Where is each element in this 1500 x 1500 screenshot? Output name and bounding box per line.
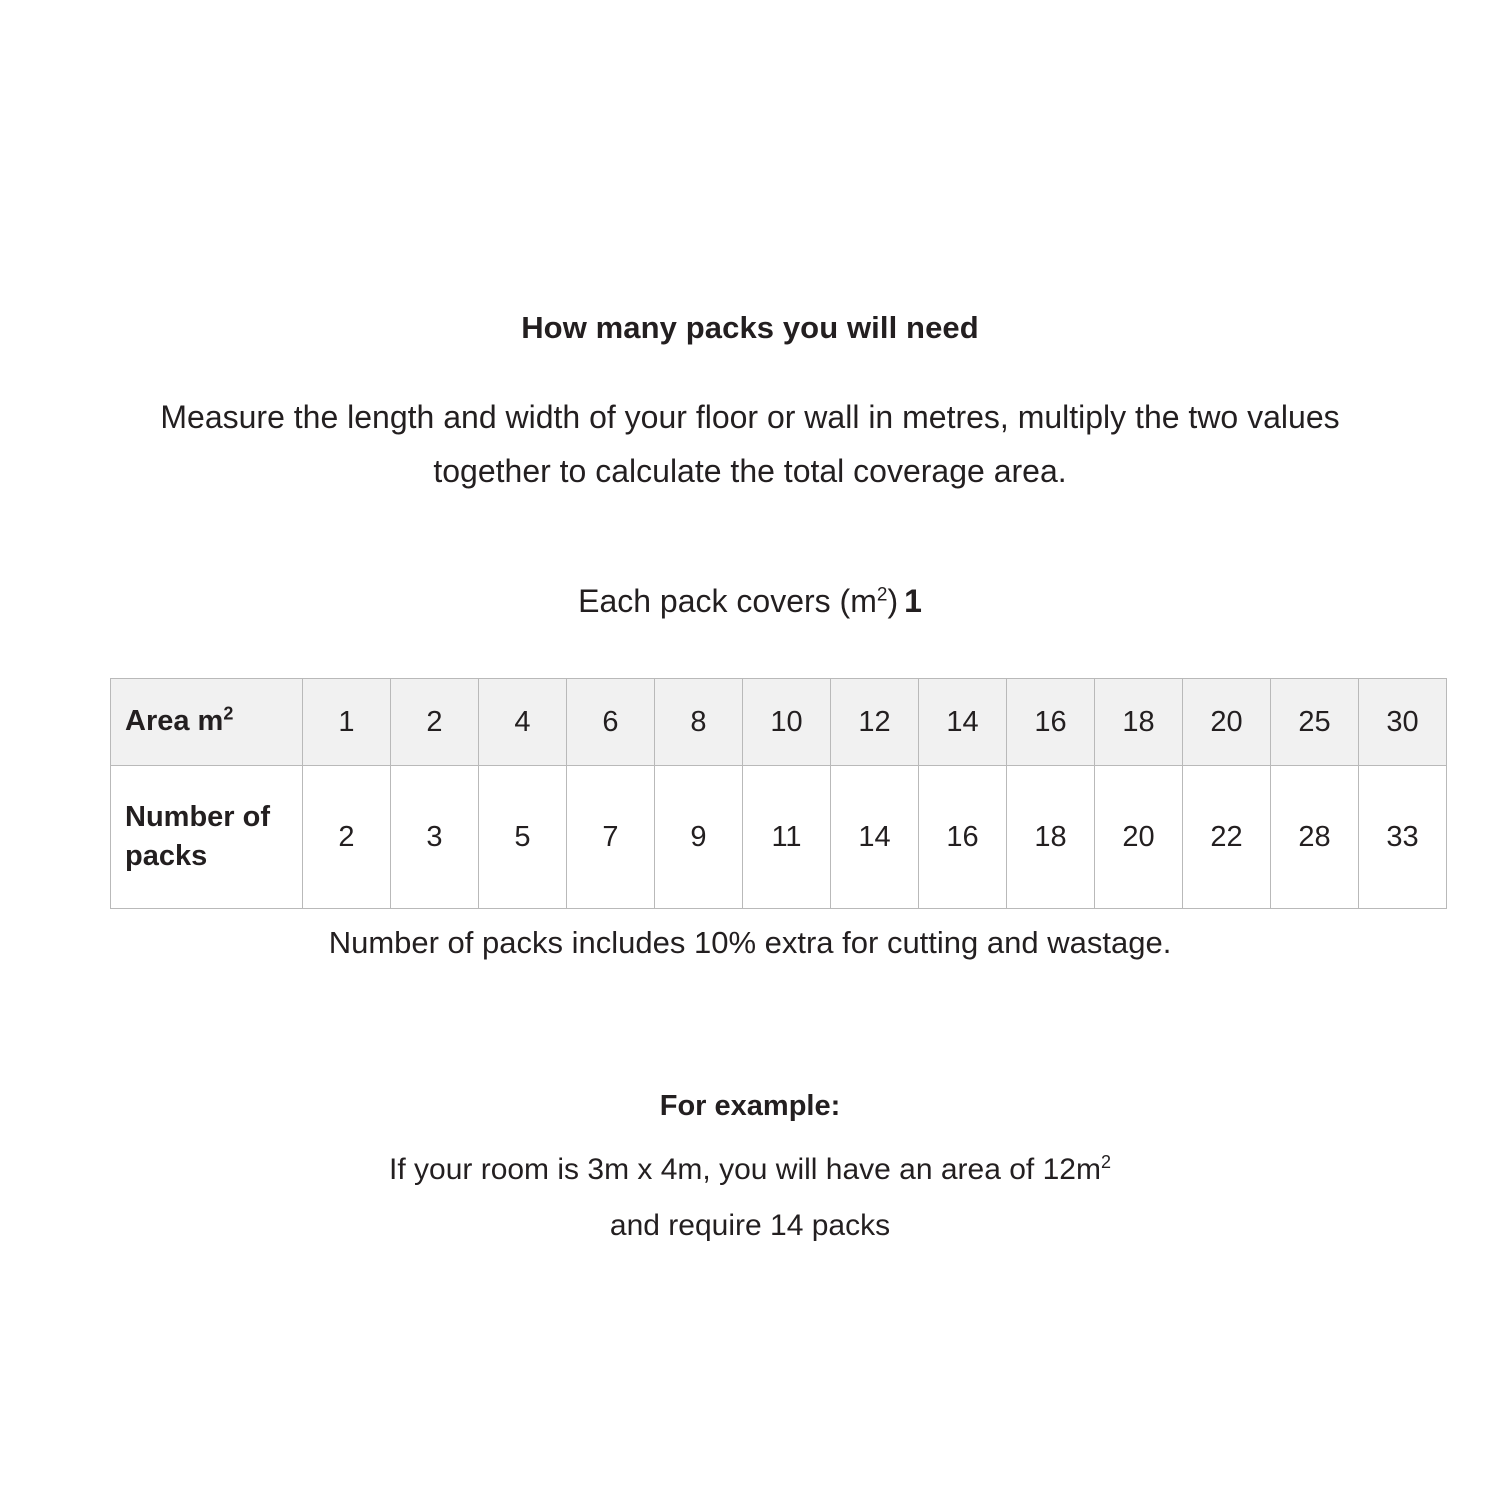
row-header-area: [111, 679, 303, 766]
coverage-label-superscript: 2: [876, 584, 888, 606]
area-cell: 20: [1183, 679, 1271, 766]
table-row-area: [111, 679, 1447, 766]
area-cell: 16: [1007, 679, 1095, 766]
example-line-1-superscript: 2: [1100, 1152, 1111, 1172]
packs-cell: 28: [1271, 766, 1359, 909]
packs-cell: 5: [479, 766, 567, 909]
packs-cell: 2: [303, 766, 391, 909]
packs-cell: 14: [831, 766, 919, 909]
packs-cell: 22: [1183, 766, 1271, 909]
packs-cell: 20: [1095, 766, 1183, 909]
coverage-value: 1: [904, 583, 922, 619]
area-cell: 8: [655, 679, 743, 766]
page-title: How many packs you will need: [521, 310, 979, 345]
packs-cell: 11: [743, 766, 831, 909]
example-text: [0, 1142, 1500, 1253]
area-cell: 2: [391, 679, 479, 766]
area-cell: 6: [567, 679, 655, 766]
row-header-packs: Number of packs: [111, 766, 303, 909]
packs-cell: 16: [919, 766, 1007, 909]
area-cell: 14: [919, 679, 1007, 766]
intro-paragraph: Measure the length and width of your floor or wall in metres, multiply the two values together to calculate the total coverage area.: [160, 399, 1340, 490]
packs-cell: 7: [567, 766, 655, 909]
example-line-2: and require 14 packs: [609, 1208, 891, 1242]
wastage-note: Number of packs includes 10% extra for cutting and wastage.: [328, 925, 1172, 960]
area-cell: 30: [1359, 679, 1447, 766]
packs-cell: 18: [1007, 766, 1095, 909]
area-cell: 1: [303, 679, 391, 766]
coverage-label-prefix: Each pack covers (m: [578, 583, 877, 619]
packs-table: [110, 678, 1447, 909]
example-line-1: If your room is 3m x 4m, you will have an area of 12m: [389, 1153, 1101, 1186]
coverage-label-suffix: ): [887, 583, 899, 619]
packs-cell: 9: [655, 766, 743, 909]
row-header-area-superscript: 2: [223, 703, 234, 724]
row-header-area-text: Area m: [125, 705, 224, 738]
coverage-line: [0, 583, 1500, 620]
packs-cell: 33: [1359, 766, 1447, 909]
area-cell: 25: [1271, 679, 1359, 766]
area-cell: 10: [743, 679, 831, 766]
area-cell: 4: [479, 679, 567, 766]
table-row-packs: [111, 766, 1447, 909]
area-cell: 18: [1095, 679, 1183, 766]
packs-cell: 3: [391, 766, 479, 909]
area-cell: 12: [831, 679, 919, 766]
example-heading: For example:: [659, 1090, 841, 1122]
